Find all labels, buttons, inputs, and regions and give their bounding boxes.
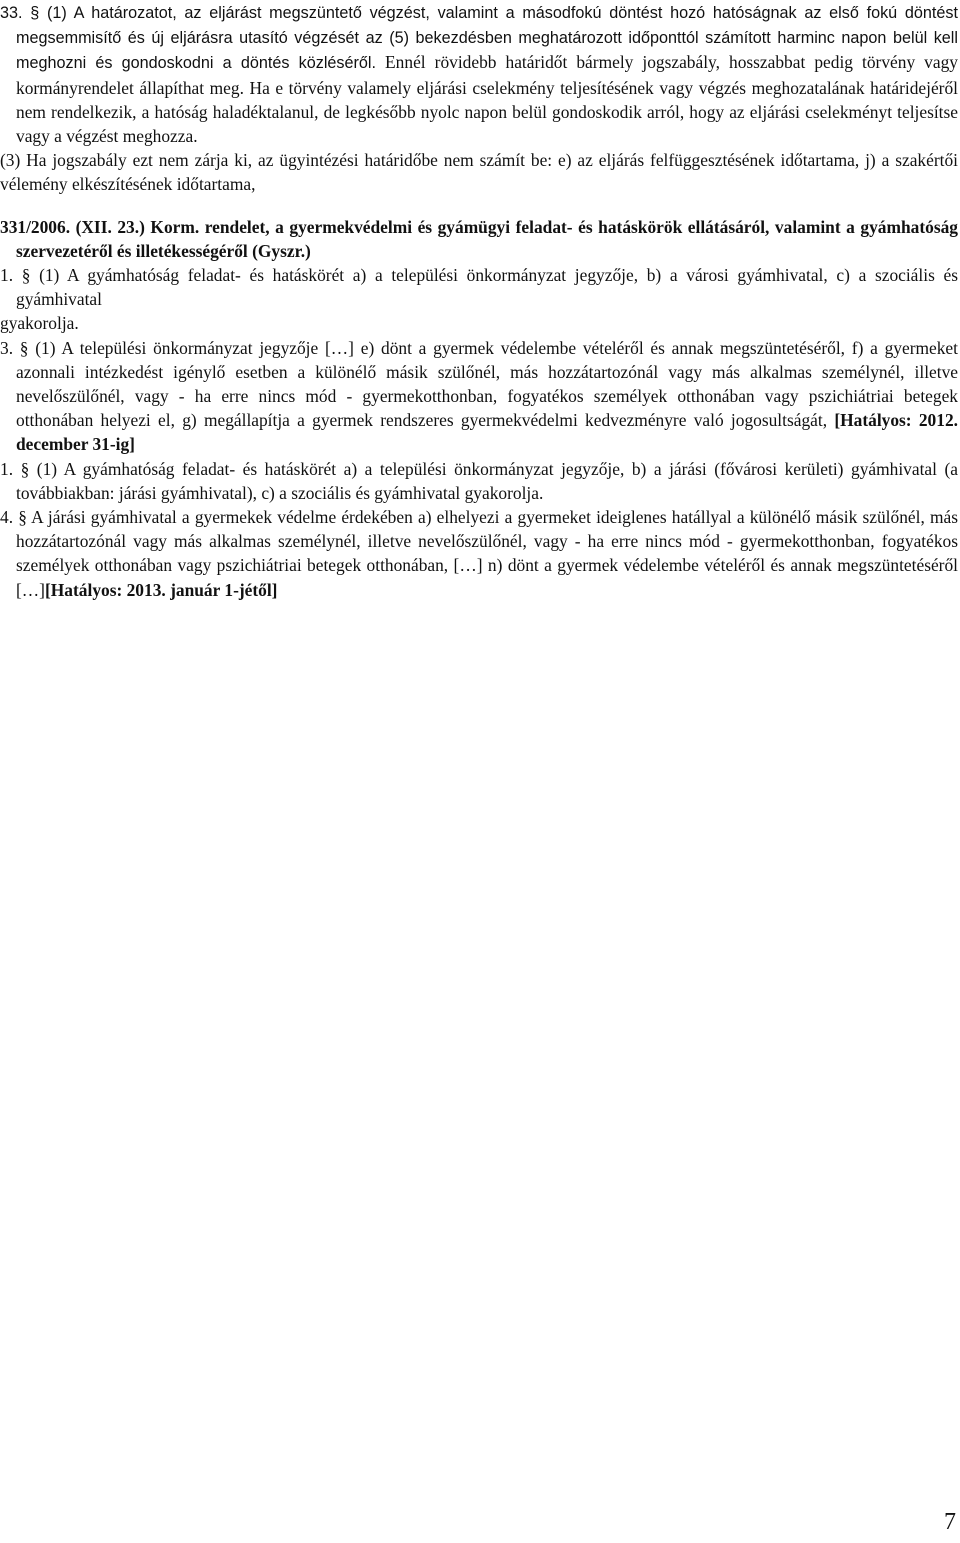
paragraph-4-new-text: 4. § A járási gyámhivatal a gyermekek védelme érdekében a) elhelyezi a gyermeket ideiglenes hatállyal a különélő másik szülőnél, más hozzátartozónál vagy más alkalmas személynél, illetve nevelőszülőnél, vagy - ha erre nincs mód - gyermekotthonban, fogyatékos személyek otthonában vagy pszichiátriai betegek otthonában, […] n) dönt a gyermek védelembe vételéről és annak megszüntetéséről […] bbox=[0, 507, 958, 600]
page-number: 7 bbox=[944, 1509, 956, 1535]
effective-from-note: [Hatályos: 2013. január 1-jétől] bbox=[44, 579, 278, 600]
paragraph-33-3: (3) Ha jogszabály ezt nem zárja ki, az ügyintézési határidőbe nem számít be: e) az eljárás felfüggesztésének időtartama, j) a szakértői vélemény elkészítésének időtartama, bbox=[0, 150, 958, 195]
paragraph-3-old-text: 3. § (1) A települési önkormányzat jegyzője […] e) dönt a gyermek védelembe vételéről és annak megszüntetéséről, f) a gyermeket azonnali intézkedést igénylő esetben a különélő másik szülőnél, más hozzátartozónál vagy más alkalmas személynél, illetve nevelőszülőnél, vagy - ha erre nincs mód - gyermekotthonban, fogyatékos személyek otthonában vagy pszichiátriai betegek otthonában helyezi el, g) megállapítja a gyermek rendszeres gyermekvédelmi kedvezményre való jogosultságát, bbox=[0, 337, 958, 431]
paragraph-33 bbox=[0, 0, 958, 148]
decree-heading: 331/2006. (XII. 23.) Korm. rendelet, a gyermekvédelmi és gyámügyi feladat- és hatáskörök ellátásáról, valamint a gyámhatóság szervezetéről és illetékességéről (Gyszr.) bbox=[0, 216, 958, 261]
document-body bbox=[0, 0, 958, 602]
effective-until-note: [Hatályos: 2012. december 31-ig] bbox=[16, 410, 958, 455]
paragraph-1-old: 1. § (1) A gyámhatóság feladat- és hatáskörét a) a települési önkormányzat jegyzője, b) a városi gyámhivatal, c) a szociális és gyámhivatal bbox=[0, 265, 958, 310]
paragraph-33-sans-text: 33. § (1) A határozatot, az eljárást megszüntető végzést, valamint a másodfokú döntést hozó hatóságnak az első fokú döntést megsemmisítő és új eljárásra utasító végzését az (5) bekezdésben meghatározott időponttól számított harminc napon belül kell meghozni és gondoskodni a döntés közléséről. bbox=[0, 4, 958, 73]
paragraph-3-old bbox=[0, 336, 958, 457]
paragraph-1-old-tail: gyakorolja. bbox=[0, 313, 79, 334]
paragraph-4-new bbox=[0, 505, 958, 602]
paragraph-1-new: 1. § (1) A gyámhatóság feladat- és hatáskörét a) a települési önkormányzat jegyzője, b) a járási (fővárosi kerületi) gyámhivatal (a továbbiakban: járási gyámhivatal), c) a szociális és gyámhivatal gyakorolja. bbox=[0, 458, 958, 503]
paragraph-33-serif-text: Ennél rövidebb határidőt bármely jogszabály, hosszabbat pedig törvény vagy kormányrendelet állapíthat meg. Ha e törvény valamely eljárási cselekmény teljesítésének vagy végzés meghozatalának határidejéről nem rendelkezik, a hatóság haladéktalanul, de legkésőbb nyolc napon belül gondoskodik arról, hogy az eljárási cselekményt teljesítse vagy a végzést meghozza. bbox=[16, 52, 958, 147]
